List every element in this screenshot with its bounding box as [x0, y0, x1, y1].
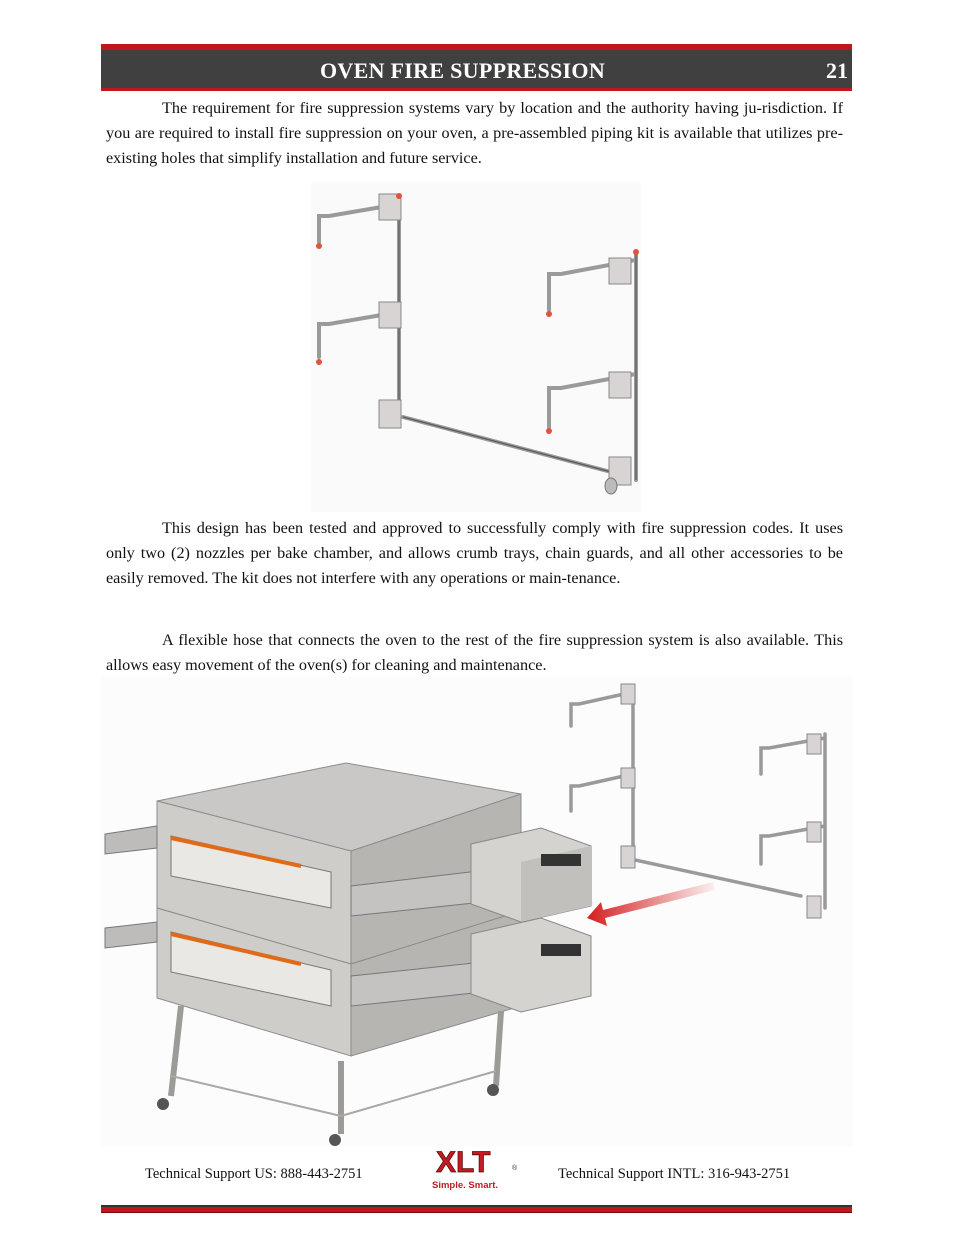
page-number: 21	[826, 58, 848, 83]
support-us-text: Technical Support US: 888-443-2751	[145, 1166, 363, 1182]
page-header	[101, 44, 852, 91]
footer-rule	[101, 1205, 852, 1213]
oven-and-piping-illustration	[101, 676, 853, 1146]
hose-paragraph: A flexible hose that connects the oven to the rest of the fire suppression system is also available. This allows easy movement of the oven(s) for cleaning and maintenance.	[106, 631, 843, 674]
connection-arrow-icon	[587, 882, 715, 926]
xlt-logo	[430, 1142, 528, 1192]
design-paragraph: This design has been tested and approved to successfully comply with fire suppression codes. It uses only two (2) nozzles per bake chamber, and allows crumb trays, chain guards, and all other accessories to be easily removed. The kit does not interfere with any operations or main-tenance.	[106, 519, 843, 587]
svg-text:Simple. Smart.: Simple. Smart.	[432, 1180, 498, 1191]
piping-kit-illustration	[311, 182, 641, 512]
svg-text:®: ®	[512, 1165, 518, 1172]
page-title: OVEN FIRE SUPPRESSION	[320, 58, 606, 83]
support-intl-text: Technical Support INTL: 316-943-2751	[558, 1166, 791, 1182]
svg-text:XLT: XLT	[436, 1146, 491, 1179]
intro-paragraph: The requirement for fire suppression systems vary by location and the authority having ju-risdiction. If you are required to install fire suppression on your oven, a pre-assembled piping kit is available that utilizes pre-existing holes that simplify installation and future service.	[106, 99, 843, 167]
